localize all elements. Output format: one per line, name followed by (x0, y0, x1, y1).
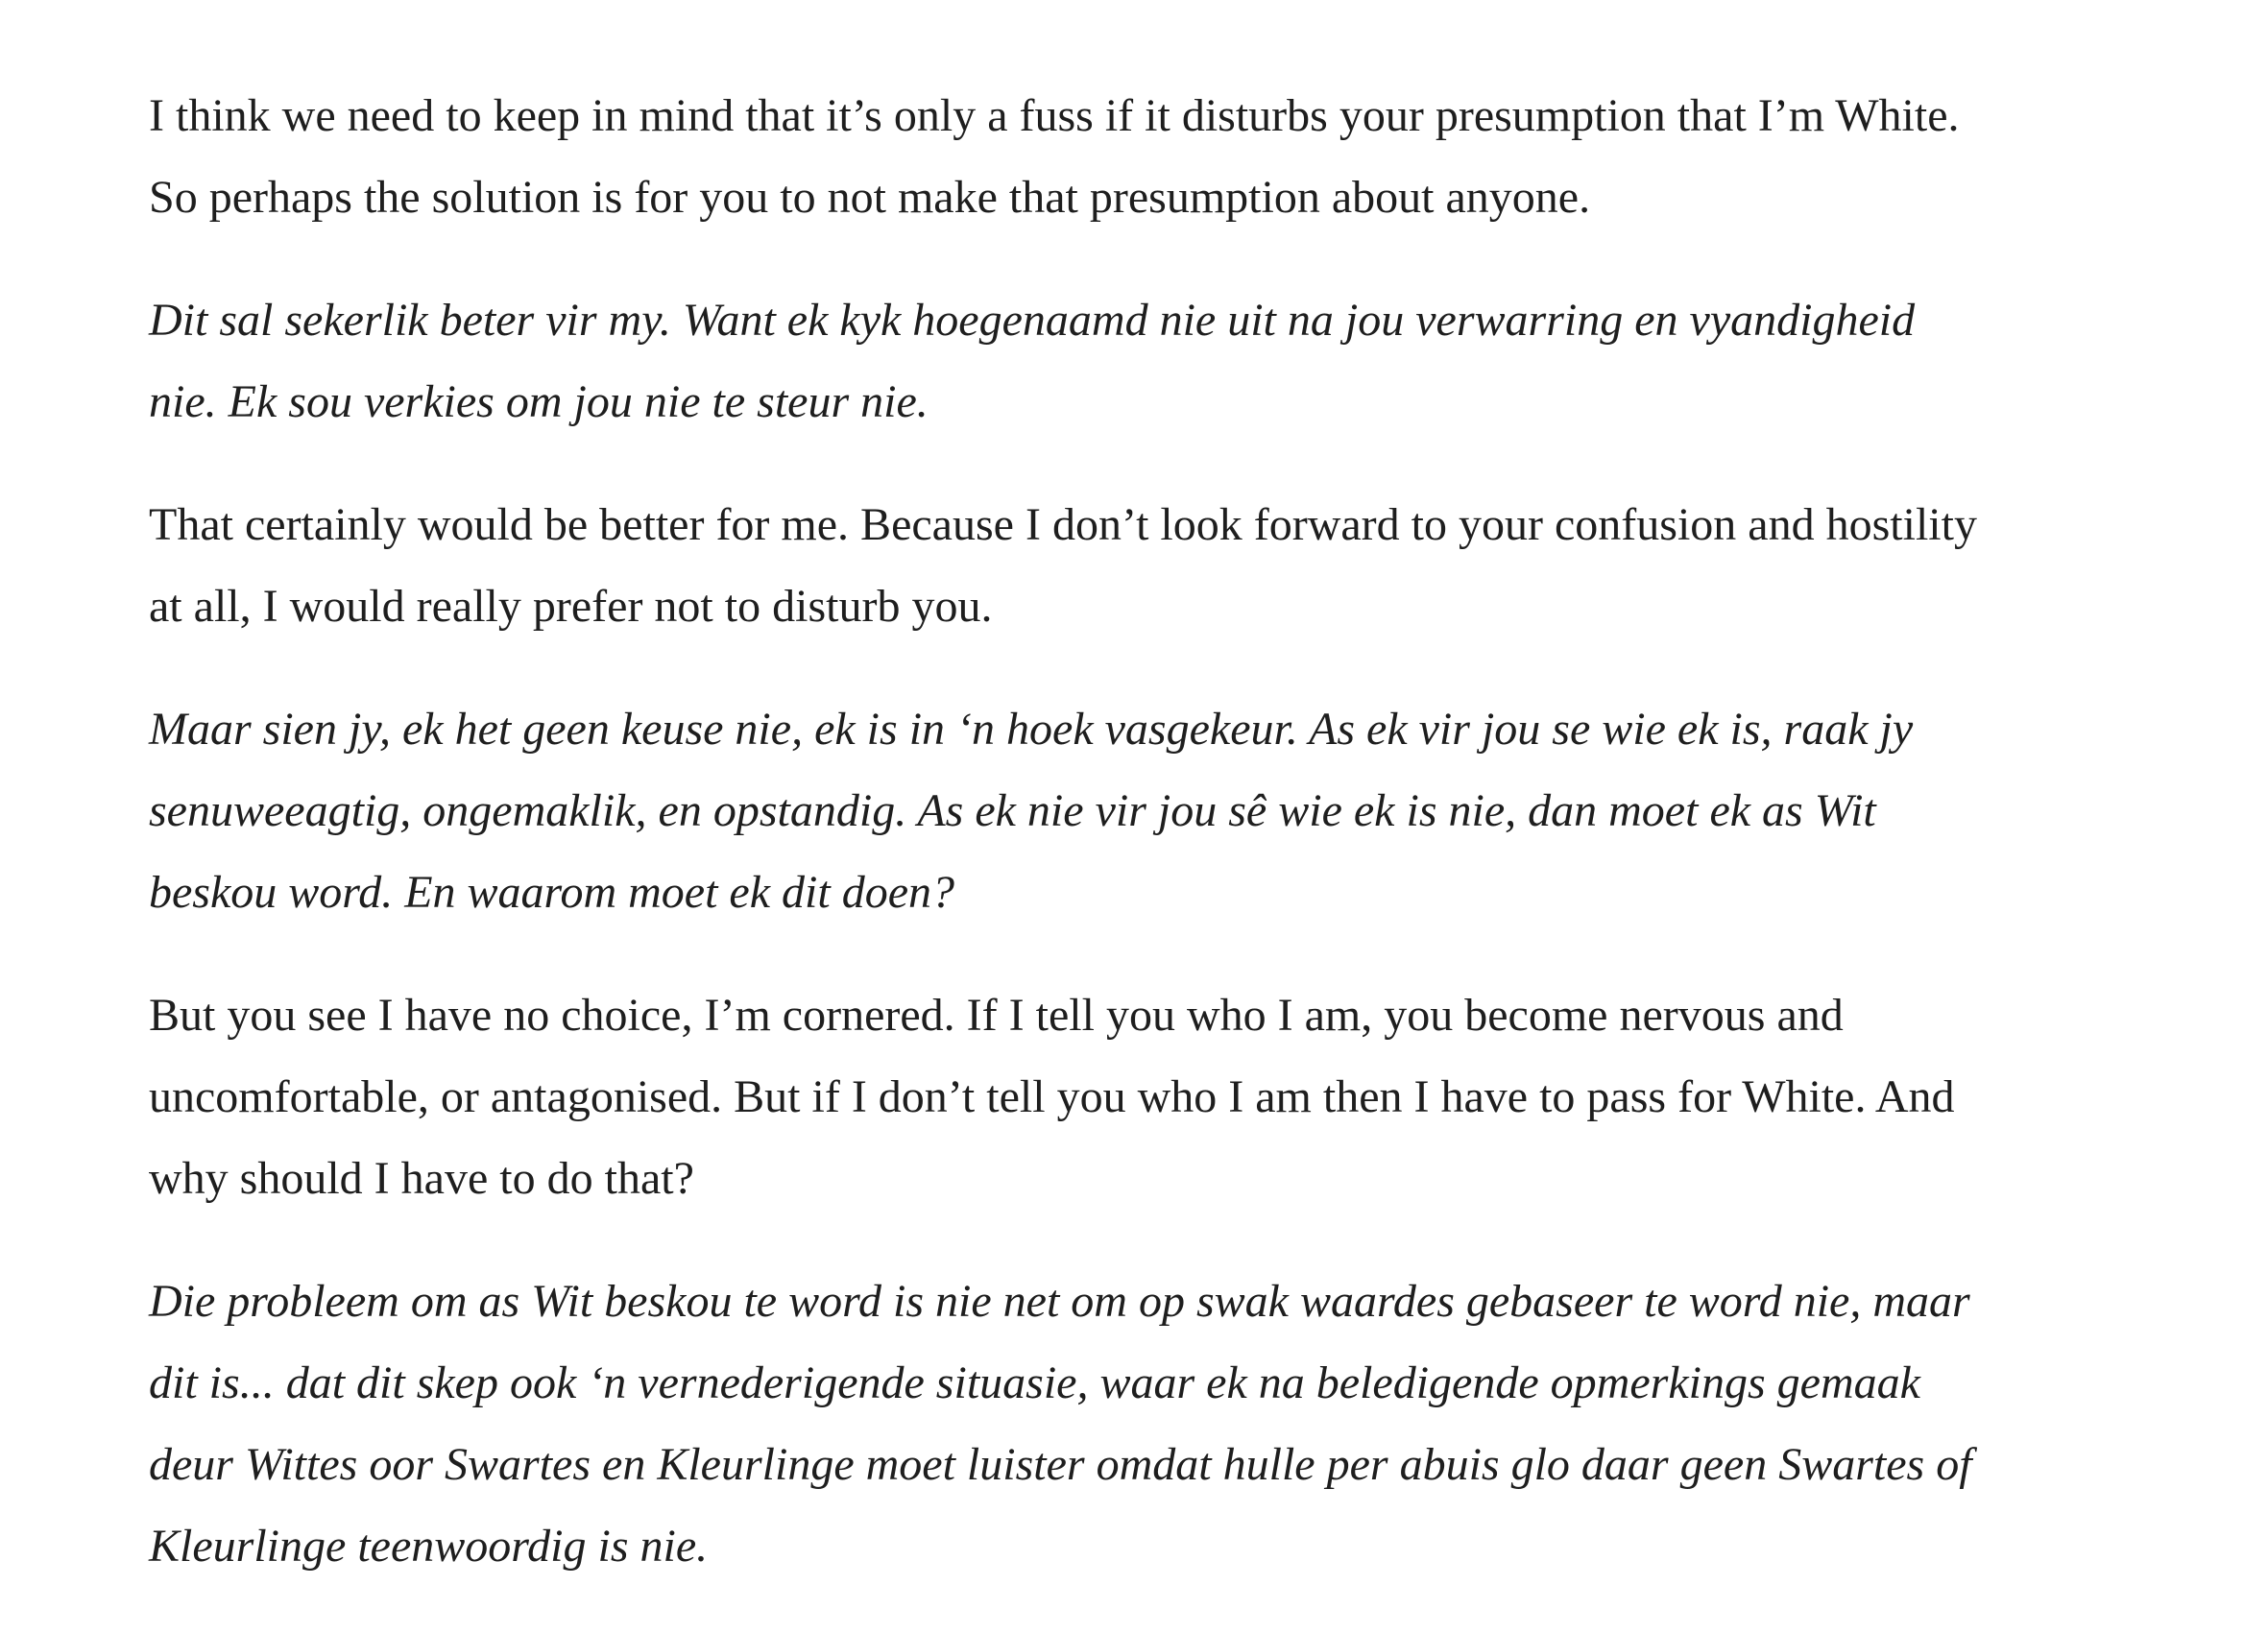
text-line: But you see I have no choice, I’m cornered. If I tell you who I am, you become nervous and (149, 990, 1844, 1041)
text-line: So perhaps the solution is for you to not make that presumption about anyone. (149, 172, 1591, 223)
paragraph-english-3 (149, 974, 2146, 1219)
text-line: why should I have to do that? (149, 1153, 694, 1204)
text-line: beskou word. En waarom moet ek dit doen? (149, 867, 954, 918)
paragraph-afrikaans-2 (149, 688, 2146, 933)
text-line: Maar sien jy, ek het geen keuse nie, ek is in ‘n hoek vasgekeur. As ek vir jou se wie ek is, raak jy (149, 704, 1914, 755)
text-line: I think we need to keep in mind that it’s only a fuss if it disturbs your presumption that I’m White. (149, 90, 1960, 141)
text-line: Dit sal sekerlik beter vir my. Want ek kyk hoegenaamd nie uit na jou verwarring en vyandigheid (149, 295, 1916, 346)
text-line: at all, I would really prefer not to disturb you. (149, 581, 993, 632)
text-line: senuweeagtig, ongemaklik, en opstandig. As ek nie vir jou sê wie ek is nie, dan moet ek as Wit (149, 785, 1876, 836)
paragraph-english-1 (149, 75, 2146, 238)
paragraph-english-2 (149, 484, 2146, 647)
text-line: nie. Ek sou verkies om jou nie te steur nie. (149, 376, 929, 427)
text-line: That certainly would be better for me. Because I don’t look forward to your confusion and hostility (149, 499, 1977, 550)
document-body (149, 75, 2146, 1587)
paragraph-afrikaans-3 (149, 1261, 2146, 1587)
text-line: deur Wittes oor Swartes en Kleurlinge moet luister omdat hulle per abuis glo daar geen Swartes of (149, 1439, 1972, 1490)
text-line: Kleurlinge teenwoordig is nie. (149, 1521, 709, 1572)
text-line: Die probleem om as Wit beskou te word is nie net om op swak waardes gebaseer te word nie, maar (149, 1276, 1970, 1327)
text-line: uncomfortable, or antagonised. But if I don’t tell you who I am then I have to pass for White. And (149, 1071, 1955, 1122)
paragraph-afrikaans-1 (149, 279, 2146, 443)
text-line: dit is... dat dit skep ook ‘n vernederigende situasie, waar ek na beledigende opmerkings gemaak (149, 1357, 1920, 1408)
